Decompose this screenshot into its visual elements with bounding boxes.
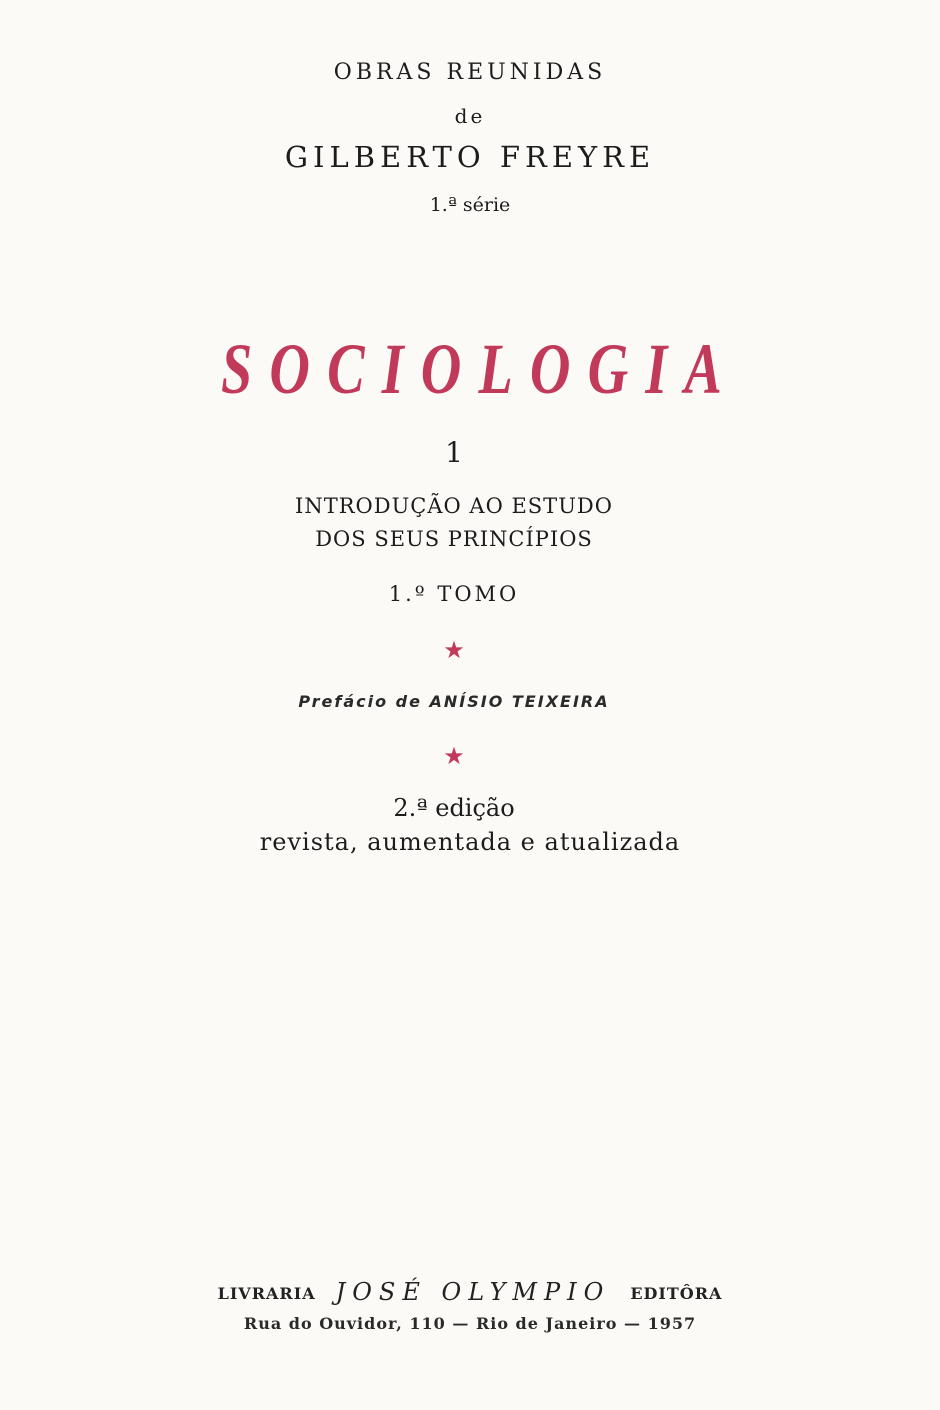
publisher-address: Rua do Ouvidor, 110 — Rio de Janeiro — 1957 bbox=[243, 1314, 697, 1333]
edition-label: 2.ª edição bbox=[393, 794, 515, 822]
series-preposition: de bbox=[454, 104, 486, 128]
publisher-name: JOSÉ OLYMPIO bbox=[335, 1278, 611, 1306]
author-name: GILBERTO FREYRE bbox=[284, 140, 656, 174]
book-subtitle bbox=[0, 490, 924, 556]
star-ornament-icon: ★ bbox=[443, 636, 465, 664]
subtitle-line-1: INTRODUÇÃO AO ESTUDO bbox=[295, 494, 613, 518]
publisher-imprint bbox=[0, 1278, 940, 1306]
book-title: SOCIOLOGIA bbox=[221, 329, 739, 409]
revision-note: revista, aumentada e atualizada bbox=[259, 828, 681, 856]
volume-number: 1 bbox=[445, 436, 463, 469]
star-ornament-icon: ★ bbox=[443, 742, 465, 770]
series-number: 1.ª série bbox=[429, 194, 511, 216]
publisher-suffix: EDITÔRA bbox=[630, 1284, 723, 1303]
tomo-label: 1.º TOMO bbox=[388, 582, 520, 606]
series-title: OBRAS REUNIDAS bbox=[333, 60, 607, 85]
preface-credit: Prefácio de ANÍSIO TEIXEIRA bbox=[298, 692, 610, 711]
subtitle-line-2: DOS SEUS PRINCÍPIOS bbox=[315, 527, 593, 551]
publisher-prefix: LIVRARIA bbox=[217, 1284, 316, 1303]
